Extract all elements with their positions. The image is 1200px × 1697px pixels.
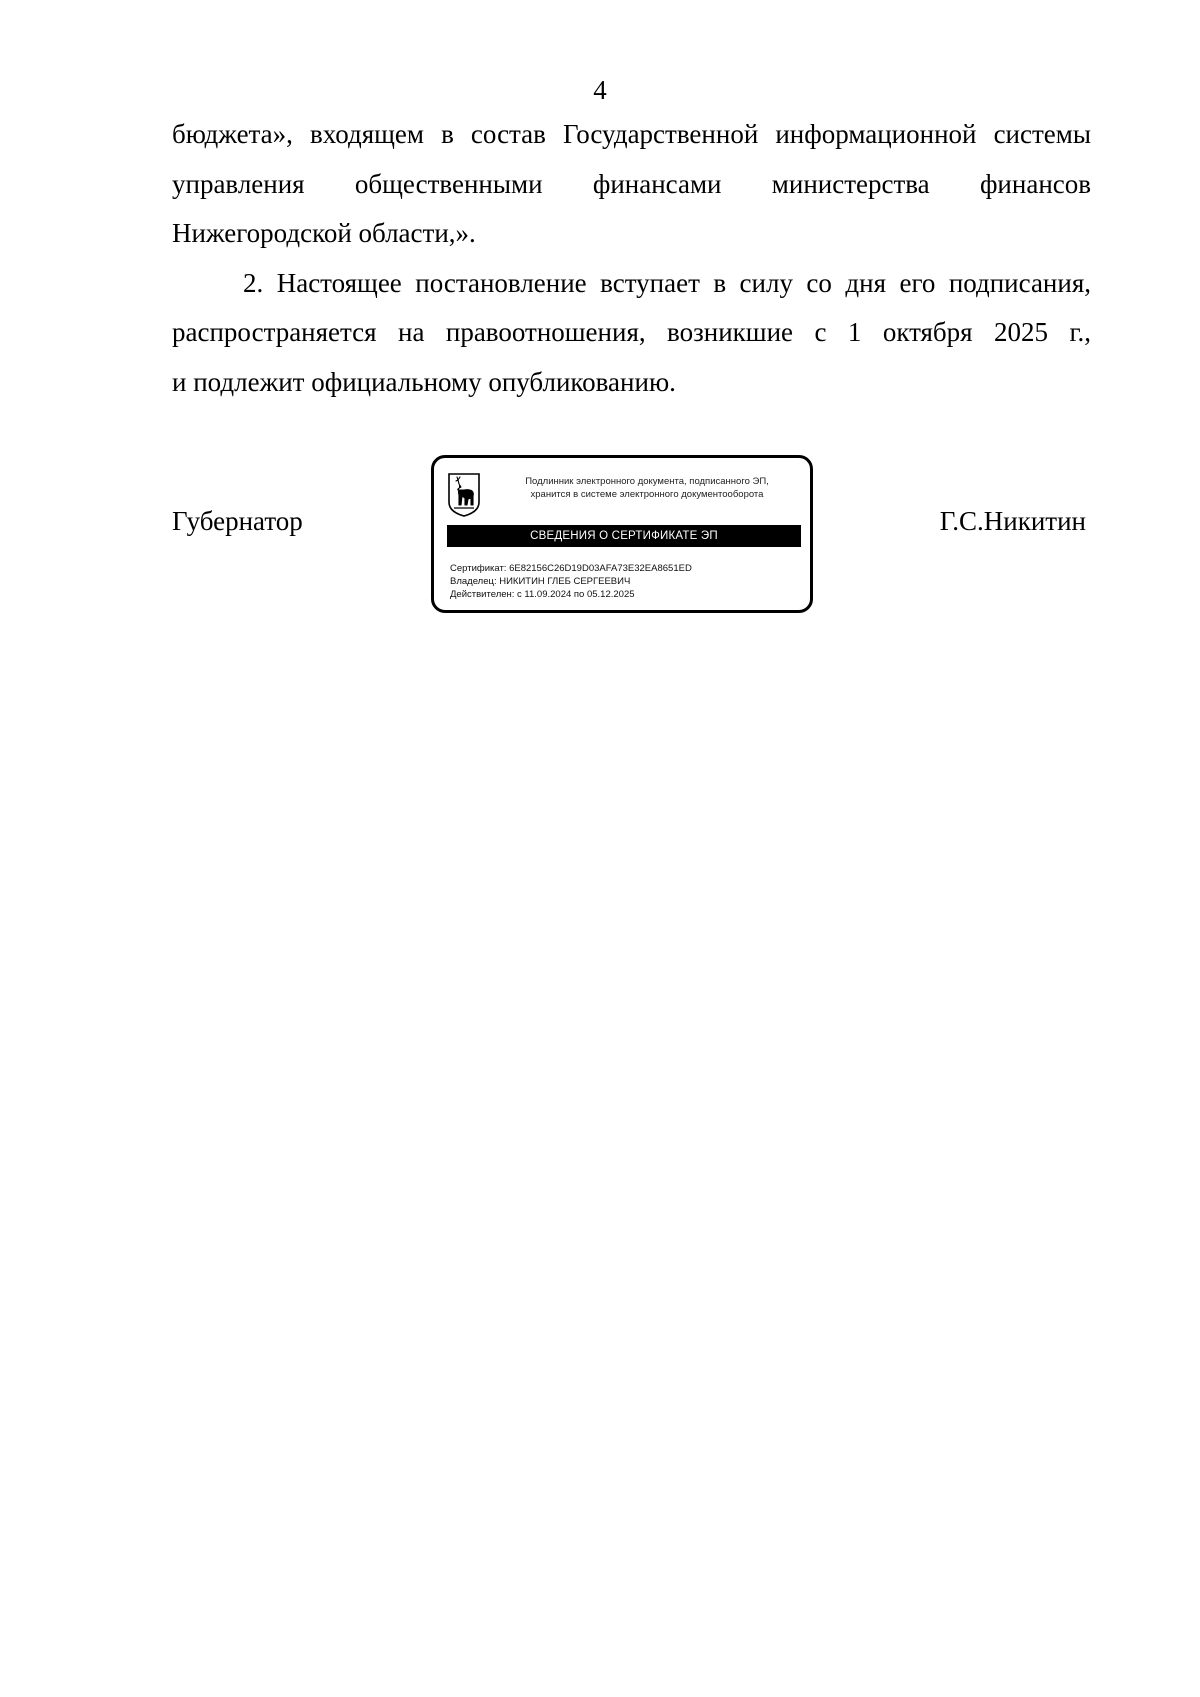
paragraph-2-line-3: и подлежит официальному опубликованию. bbox=[172, 366, 676, 397]
stamp-notice-line-1: Подлинник электронного документа, подписанного ЭП, bbox=[525, 476, 769, 487]
signatory-position: Губернатор bbox=[172, 506, 303, 536]
paragraph-2 bbox=[172, 259, 1091, 408]
certificate-validity: Действителен: с 11.09.2024 по 05.12.2025 bbox=[450, 589, 635, 600]
paragraph-2-line-1: 2. Настоящее постановление вступает в силу со дня его подписания, bbox=[243, 267, 1091, 298]
page-number: 4 bbox=[593, 75, 607, 105]
stamp-notice-line-2: хранится в системе электронного документооборота bbox=[530, 489, 764, 500]
signatory-name: Г.С.Никитин bbox=[939, 506, 1086, 536]
paragraph-2-line-2: распространяется на правоотношения, возникшие с 1 октября 2025 г., bbox=[172, 317, 1091, 347]
certificate-details bbox=[450, 562, 692, 601]
document-body bbox=[172, 110, 1091, 407]
certificate-info-banner: СВЕДЕНИЯ О СЕРТИФИКАТЕ ЭП bbox=[447, 525, 801, 547]
paragraph-1-line-1: бюджета», входящем в состав Государственной информационной системы bbox=[172, 119, 1091, 149]
paragraph-1-line-2: управления общественными финансами министерства финансов bbox=[172, 168, 1091, 199]
paragraph-1 bbox=[172, 110, 1091, 259]
stamp-notice bbox=[494, 475, 800, 501]
paragraph-1-line-3: Нижегородской области,». bbox=[172, 218, 476, 248]
certificate-owner: Владелец: НИКИТИН ГЛЕБ СЕРГЕЕВИЧ bbox=[450, 576, 631, 587]
deer-emblem-icon bbox=[447, 472, 481, 518]
certificate-serial: Сертификат: 6E82156C26D19D03AFA73E32EA8651ED bbox=[450, 563, 692, 574]
electronic-signature-stamp bbox=[431, 455, 813, 613]
